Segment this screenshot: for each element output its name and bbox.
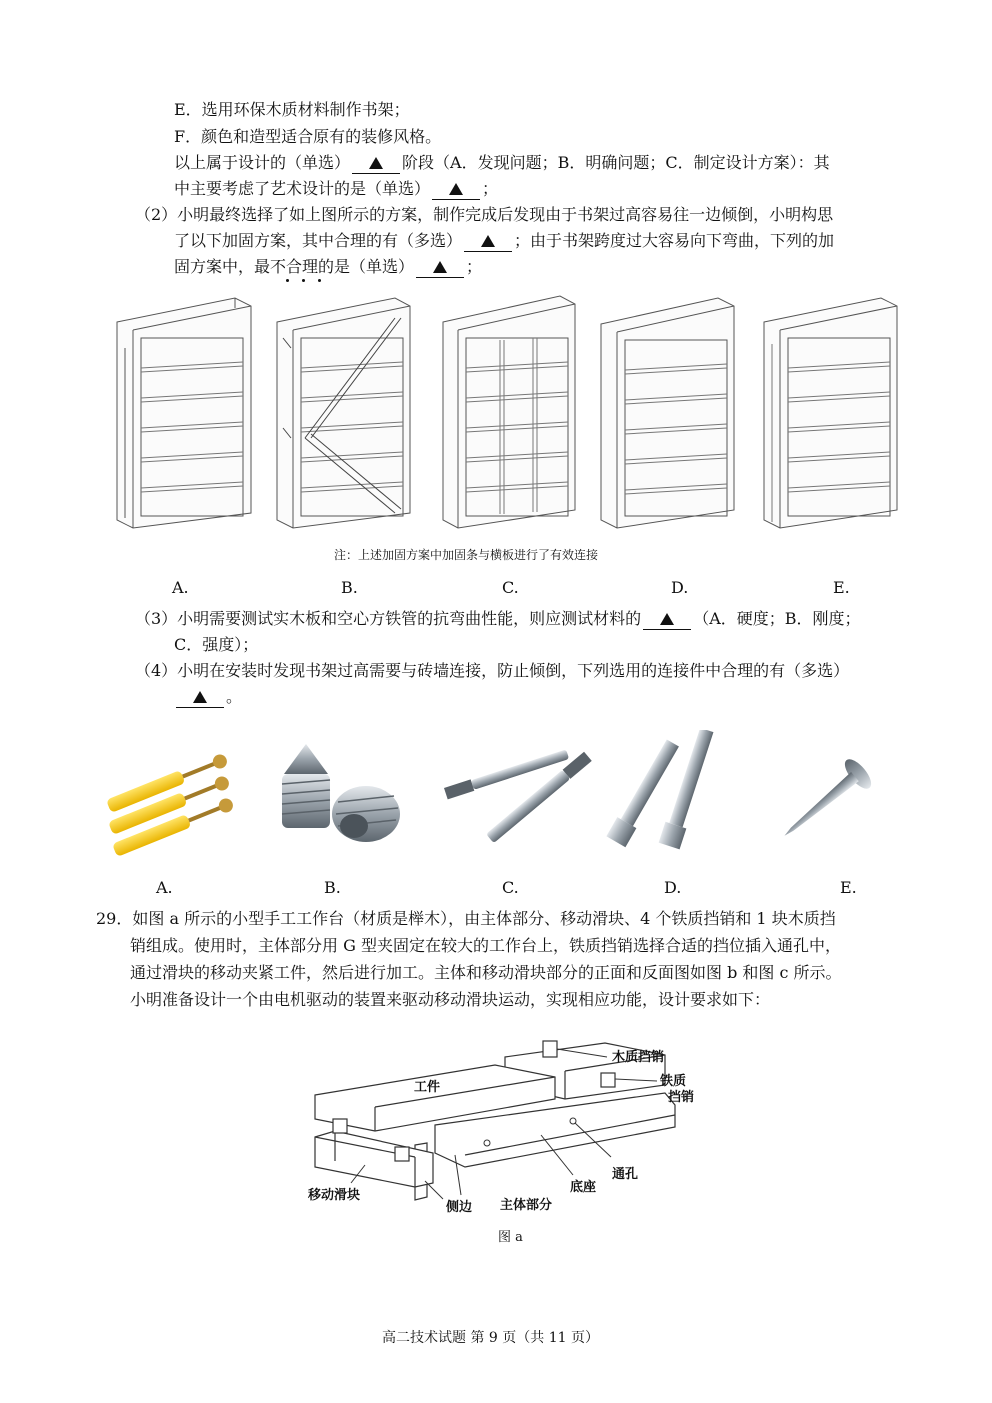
text: 中主要考虑了艺术设计的是（单选） [174,179,431,198]
plastic-wall-plug-screws [106,752,235,857]
q29-line2: 销组成。使用时，主体部分用 G 型夹固定在较大的工作台上，铁质挡销选择合适的挡位插入通孔中， [130,936,841,955]
triangle-icon [433,261,447,273]
page-footer: 高二技术试题 第 9 页（共 11 页） [382,1330,599,1346]
fastener-photos [98,730,898,870]
part3-line2: C．强度）； [174,635,259,654]
label-slider: 移动滑块 [308,1188,361,1203]
q29-line4: 小明准备设计一个由电机驱动的装置来驱动移动滑块运动，实现相应功能，设计要求如下： [130,990,771,1009]
answer-blank[interactable] [643,609,691,630]
question-line-art [174,178,498,200]
bookshelf-b [277,298,410,528]
triangle-icon [660,613,674,625]
figure-a-caption: 图 a [498,1230,523,1245]
shelf-label-b: B. [341,578,358,597]
iron-pin [601,1073,615,1087]
label-base: 底座 [570,1180,597,1195]
text: ； [466,257,483,276]
triangle-icon [481,235,495,247]
wood-pin [543,1041,557,1057]
set-screws [282,744,400,842]
fastener-label-b: B. [324,878,341,897]
bookshelf-e [764,298,897,528]
answer-blank[interactable] [432,179,480,200]
shelf-label-a: A. [172,578,189,597]
shelf-label-d: D. [671,578,689,597]
emphasis-dot [318,279,321,282]
label-hole: 通孔 [612,1167,639,1182]
iron-pin [333,1119,347,1133]
label-wood-pin: 木质挡销 [612,1050,665,1065]
text: （A．硬度；B．刚度； [693,609,861,628]
triangle-icon [369,157,383,169]
part4-line1: （4）小明在安装时发现书架过高需要与砖墙连接，防止倾倒，下列选用的连接件中合理的有（多选） [135,661,850,680]
iron-pin [395,1147,409,1161]
shelf-label-c: C. [502,578,519,597]
triangle-icon [449,183,463,195]
option-f: F．颜色和造型适合原有的装修风格。 [174,127,442,146]
bookshelf-d [601,298,734,528]
bookshelf-figures [105,288,915,540]
label-iron-pin-2: 挡销 [668,1090,695,1105]
part2-line3 [174,256,482,278]
fastener-label-e: E. [840,878,857,897]
text: 。 [226,687,243,706]
part4-line2 [174,686,242,708]
hex-bolts [606,730,717,849]
answer-blank[interactable] [416,257,464,278]
part2-line2 [174,230,834,252]
text: 阶段（A．发现问题；B．明确问题；C．制定设计方案）：其 [402,153,830,172]
label-body: 主体部分 [500,1198,553,1213]
text: ；由于书架跨度过大容易向下弯曲，下列的加 [514,231,835,250]
fastener-label-d: D. [664,878,682,897]
question-line-stage [174,152,830,174]
emphasis-dot [302,279,305,282]
answer-blank[interactable] [176,687,224,708]
triangle-icon [193,691,207,703]
figure-note: 注：上述加固方案中加固条与横板进行了有效连接 [334,548,599,562]
part3-line1 [135,608,861,630]
text: 固方案中，最不合理的是（单选） [174,257,415,276]
option-e: E．选用环保木质材料制作书架； [174,100,410,119]
fastener-label-a: A. [156,878,173,897]
shelf-label-e: E. [833,578,850,597]
q29-line1: 29．如图 a 所示的小型手工工作台（材质是榉木），由主体部分、移动滑块、4 个铁质挡销和 1 块木质挡 [96,909,836,928]
emphasis-dot [286,279,289,282]
answer-blank[interactable] [464,231,512,252]
answer-blank[interactable] [352,153,400,174]
label-iron-pin-1: 铁质 [660,1074,687,1089]
label-side: 侧边 [446,1200,473,1215]
part2-line1: （2）小明最终选择了如上图所示的方案，制作完成后发现由于书架过高容易往一边倾倒，小明构思 [135,205,834,224]
fastener-label-c: C. [502,878,519,897]
bookshelf-c [443,296,575,528]
self-tapping-screw [773,755,876,849]
q29-line3: 通过滑块的移动夹紧工件，然后进行加工。主体和移动滑块部分的正面和反面图如图 b 和图 c 所示。 [130,963,842,982]
text: ； [482,179,499,198]
label-workpiece: 工件 [414,1080,441,1095]
text: 以上属于设计的（单选） [174,153,351,172]
bookshelf-a [117,298,251,528]
text: （3）小明需要测试实木板和空心方铁管的抗弯曲性能，则应测试材料的 [135,609,642,628]
expansion-bolts [444,748,592,843]
text: 了以下加固方案，其中合理的有（多选） [174,231,463,250]
